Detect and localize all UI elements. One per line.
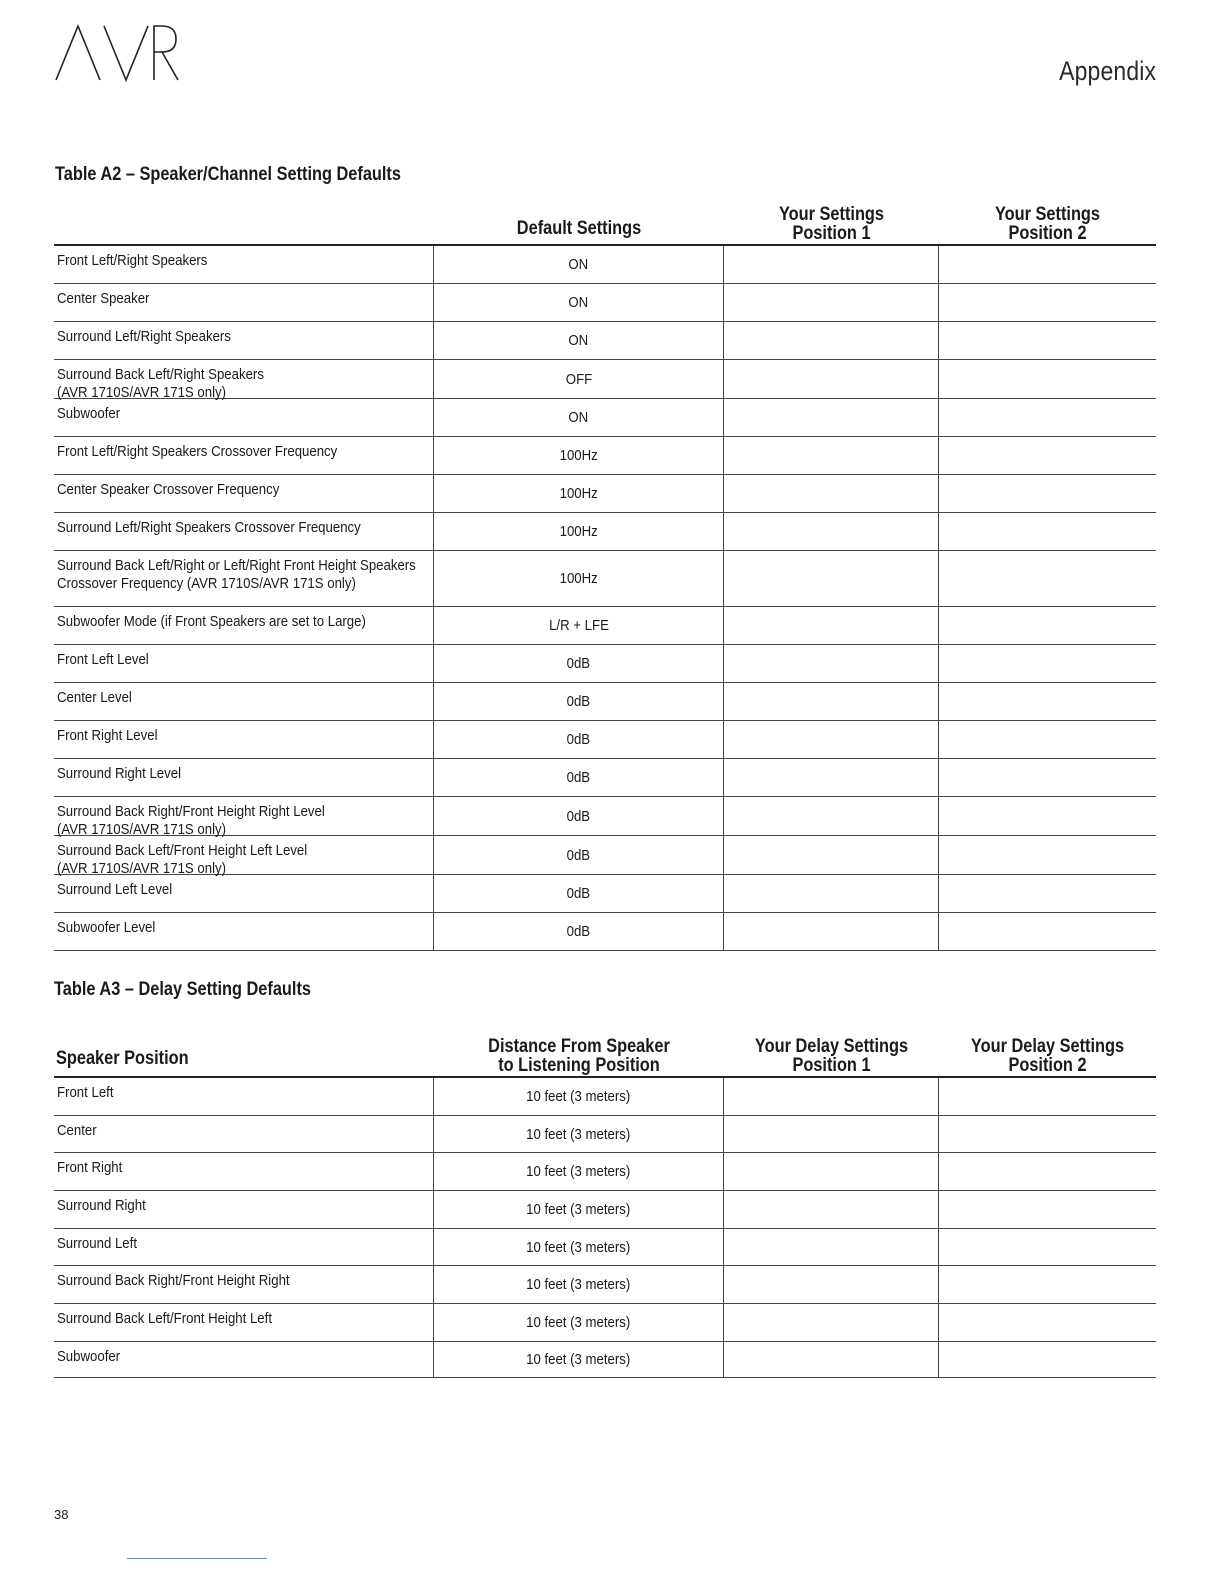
- position1-entry-cell[interactable]: [724, 1153, 939, 1190]
- row-label-cell: [54, 1342, 434, 1377]
- row-label-cell: [54, 1116, 434, 1152]
- row-label-cell: [54, 1191, 434, 1228]
- table-a3-body: [54, 1078, 1156, 1378]
- row-label: Surround Left/Right Speakers Crossover Frequency: [57, 519, 361, 536]
- section-title: Appendix: [1058, 56, 1156, 86]
- position2-entry-cell[interactable]: [939, 284, 1156, 321]
- row-default-cell: [434, 1078, 724, 1115]
- row-default-cell: [434, 1153, 724, 1190]
- row-label-cell: [54, 284, 434, 321]
- row-label-line2: (AVR 1710S/AVR 171S only): [57, 821, 227, 838]
- table-row: [54, 1116, 1156, 1153]
- row-label-cell: [54, 322, 434, 359]
- row-label-cell: [54, 683, 434, 720]
- position2-entry-cell[interactable]: [939, 437, 1156, 474]
- col-your-settings-pos1: Your Settings Position 1: [778, 204, 885, 244]
- row-label: Subwoofer: [57, 405, 121, 422]
- position2-entry-cell[interactable]: [939, 759, 1156, 796]
- row-label: Surround Right: [57, 1197, 146, 1214]
- table-row: [54, 875, 1156, 913]
- row-label-cell: [54, 246, 434, 283]
- row-label-cell: [54, 607, 434, 644]
- row-label-line2: (AVR 1710S/AVR 171S only): [57, 384, 227, 401]
- row-label-cell: [54, 551, 434, 606]
- row-default-value: 0dB: [566, 807, 591, 825]
- position1-entry-cell[interactable]: [724, 721, 939, 758]
- row-default-value: 0dB: [566, 885, 591, 902]
- table-row: [54, 683, 1156, 721]
- row-default-cell: [434, 683, 724, 720]
- row-default-cell: [434, 399, 724, 436]
- row-default-cell: [434, 607, 724, 644]
- table-row: [54, 1078, 1156, 1116]
- row-default-value: 0dB: [566, 846, 591, 864]
- position2-entry-cell[interactable]: [939, 607, 1156, 644]
- position1-entry-cell[interactable]: [724, 1191, 939, 1228]
- table-row: [54, 322, 1156, 360]
- row-default-value: L/R + LFE: [548, 617, 609, 634]
- row-label: Surround Back Left/Front Height Left: [57, 1310, 272, 1327]
- table-row: [54, 1342, 1156, 1378]
- row-default-cell: [434, 759, 724, 796]
- row-label-cell: [54, 759, 434, 796]
- position2-entry-cell[interactable]: [939, 913, 1156, 950]
- position2-entry-cell[interactable]: [939, 322, 1156, 359]
- row-label: Subwoofer Level: [57, 919, 156, 936]
- row-default-cell: [434, 1304, 724, 1341]
- table-a2-title: Table A2 – Speaker/Channel Setting Defaults: [55, 164, 401, 185]
- col-your-settings-pos2: Your Settings Position 2: [994, 204, 1101, 244]
- row-label: Front Left Level: [57, 651, 149, 668]
- row-default-cell: [434, 1191, 724, 1228]
- position2-entry-cell[interactable]: [939, 551, 1156, 606]
- table-row: [54, 1266, 1156, 1304]
- row-label-cell: [54, 513, 434, 550]
- row-label-cell: [54, 875, 434, 912]
- position1-entry-cell[interactable]: [724, 437, 939, 474]
- position1-entry-cell[interactable]: [724, 1304, 939, 1341]
- position2-entry-cell[interactable]: [939, 1191, 1156, 1228]
- row-label-line2: (AVR 1710S/AVR 171S only): [57, 860, 227, 877]
- row-default-value: OFF: [565, 370, 592, 388]
- avr-logo: [54, 22, 184, 86]
- row-default-cell: [434, 1342, 724, 1377]
- row-default-cell: [434, 1266, 724, 1303]
- row-label-cell: [54, 836, 434, 877]
- row-label: Center: [57, 1122, 97, 1139]
- position2-entry-cell[interactable]: [939, 1229, 1156, 1265]
- table-row: [54, 759, 1156, 797]
- position1-entry-cell[interactable]: [724, 1229, 939, 1265]
- row-default-value: 10 feet (3 meters): [526, 1351, 631, 1368]
- table-a2-header: [54, 200, 1156, 246]
- col-distance: Distance From Speaker to Listening Position: [488, 1036, 670, 1076]
- row-label-cell: [54, 437, 434, 474]
- position1-entry-cell[interactable]: [724, 1342, 939, 1377]
- row-default-cell: [434, 551, 724, 606]
- row-default-value: ON: [568, 294, 589, 311]
- position1-entry-cell[interactable]: [724, 1266, 939, 1303]
- table-row: [54, 721, 1156, 759]
- row-default-value: 0dB: [566, 769, 591, 786]
- row-label: Surround Right Level: [57, 765, 182, 782]
- position2-entry-cell[interactable]: [939, 475, 1156, 512]
- row-label-cell: [54, 1304, 434, 1341]
- position1-entry-cell[interactable]: [724, 797, 939, 835]
- table-row: [54, 246, 1156, 284]
- row-label-cell: [54, 913, 434, 950]
- row-label: Surround Back Right/Front Height Right Level: [57, 803, 325, 820]
- position2-entry-cell[interactable]: [939, 645, 1156, 682]
- table-a3-title: Table A3 – Delay Setting Defaults: [54, 979, 311, 1000]
- row-label: Front Right: [57, 1159, 123, 1176]
- table-row: [54, 475, 1156, 513]
- row-default-value: 0dB: [566, 693, 591, 710]
- table-row: [54, 551, 1156, 607]
- table-row: [54, 836, 1156, 875]
- row-default-value: 10 feet (3 meters): [526, 1314, 631, 1331]
- table-a3-header: [54, 1032, 1156, 1078]
- row-label-cell: [54, 1229, 434, 1265]
- row-label: Center Speaker: [57, 290, 150, 307]
- position2-entry-cell[interactable]: [939, 797, 1156, 835]
- row-label-line2: Crossover Frequency (AVR 1710S/AVR 171S only): [57, 575, 356, 592]
- row-default-value: 100Hz: [559, 485, 598, 502]
- row-default-value: 100Hz: [559, 523, 598, 540]
- row-label-cell: [54, 399, 434, 436]
- page-number: 38: [54, 1507, 69, 1522]
- row-default-value: 10 feet (3 meters): [526, 1125, 631, 1143]
- row-default-value: 0dB: [566, 731, 591, 748]
- position1-entry-cell[interactable]: [724, 836, 939, 874]
- table-row: [54, 1304, 1156, 1342]
- position1-entry-cell[interactable]: [724, 513, 939, 550]
- position1-entry-cell[interactable]: [724, 759, 939, 796]
- row-label: Surround Left/Right Speakers: [57, 328, 231, 345]
- row-default-cell: [434, 284, 724, 321]
- row-label: Center Speaker Crossover Frequency: [57, 481, 280, 498]
- position2-entry-cell[interactable]: [939, 875, 1156, 912]
- row-label: Front Right Level: [57, 727, 158, 744]
- row-default-value: ON: [568, 256, 589, 273]
- position2-entry-cell[interactable]: [939, 1153, 1156, 1190]
- table-a2-body: [54, 246, 1156, 951]
- row-default-cell: [434, 513, 724, 550]
- position2-entry-cell[interactable]: [939, 1342, 1156, 1377]
- position1-entry-cell[interactable]: [724, 913, 939, 950]
- row-default-value: 10 feet (3 meters): [526, 1238, 631, 1256]
- table-row: [54, 913, 1156, 951]
- row-label: Surround Left Level: [57, 881, 173, 898]
- table-row: [54, 1229, 1156, 1266]
- row-default-value: ON: [568, 332, 589, 349]
- row-label-cell: [54, 797, 434, 838]
- position2-entry-cell[interactable]: [939, 246, 1156, 283]
- position1-entry-cell[interactable]: [724, 645, 939, 682]
- table-row: [54, 360, 1156, 399]
- table-row: [54, 437, 1156, 475]
- row-default-cell: [434, 1229, 724, 1265]
- position1-entry-cell[interactable]: [724, 399, 939, 436]
- table-row: [54, 284, 1156, 322]
- position1-entry-cell[interactable]: [724, 1078, 939, 1115]
- position2-entry-cell[interactable]: [939, 721, 1156, 758]
- position2-entry-cell[interactable]: [939, 683, 1156, 720]
- table-row: [54, 513, 1156, 551]
- footer-rule: [127, 1558, 267, 1559]
- avr-logo-mark: [54, 22, 184, 86]
- row-label-cell: [54, 1078, 434, 1115]
- position2-entry-cell[interactable]: [939, 399, 1156, 436]
- row-label-cell: [54, 475, 434, 512]
- row-default-cell: [434, 1116, 724, 1152]
- position2-entry-cell[interactable]: [939, 1078, 1156, 1115]
- row-label: Surround Back Left/Right or Left/Right Front Height Speakers: [57, 557, 416, 574]
- col-speaker-position: Speaker Position: [56, 1048, 189, 1069]
- row-default-value: 0dB: [566, 923, 591, 940]
- row-label: Surround Back Left/Front Height Left Level: [57, 842, 308, 859]
- row-default-cell: [434, 721, 724, 758]
- table-a3: [54, 1032, 1156, 1378]
- row-default-cell: [434, 797, 724, 835]
- row-default-cell: [434, 875, 724, 912]
- row-default-cell: [434, 836, 724, 874]
- row-default-cell: [434, 913, 724, 950]
- position1-entry-cell[interactable]: [724, 322, 939, 359]
- position1-entry-cell[interactable]: [724, 551, 939, 606]
- row-label: Center Level: [57, 689, 132, 706]
- row-default-value: 100Hz: [559, 570, 598, 587]
- col-delay-pos2: Your Delay Settings Position 2: [970, 1036, 1125, 1076]
- row-default-value: 10 feet (3 meters): [526, 1276, 631, 1293]
- position1-entry-cell[interactable]: [724, 360, 939, 398]
- row-default-cell: [434, 475, 724, 512]
- row-default-value: 10 feet (3 meters): [526, 1088, 631, 1105]
- row-default-value: ON: [568, 409, 589, 426]
- table-row: [54, 645, 1156, 683]
- row-default-value: 100Hz: [559, 447, 598, 464]
- row-default-value: 10 feet (3 meters): [526, 1201, 631, 1218]
- row-label: Front Left/Right Speakers: [57, 252, 208, 269]
- row-default-cell: [434, 645, 724, 682]
- row-label: Front Left: [57, 1084, 114, 1101]
- position2-entry-cell[interactable]: [939, 513, 1156, 550]
- table-row: [54, 797, 1156, 836]
- row-label-cell: [54, 721, 434, 758]
- position1-entry-cell[interactable]: [724, 284, 939, 321]
- row-default-cell: [434, 246, 724, 283]
- row-label: Subwoofer Mode (if Front Speakers are set to Large): [57, 613, 366, 630]
- table-row: [54, 607, 1156, 645]
- position2-entry-cell[interactable]: [939, 360, 1156, 398]
- row-default-value: 0dB: [566, 655, 591, 672]
- position1-entry-cell[interactable]: [724, 683, 939, 720]
- position1-entry-cell[interactable]: [724, 246, 939, 283]
- row-label-cell: [54, 645, 434, 682]
- position2-entry-cell[interactable]: [939, 1116, 1156, 1152]
- row-label-cell: [54, 1266, 434, 1303]
- row-label-cell: [54, 360, 434, 401]
- position2-entry-cell[interactable]: [939, 1304, 1156, 1341]
- row-default-cell: [434, 360, 724, 398]
- col-default-settings: Default Settings: [516, 218, 642, 239]
- position1-entry-cell[interactable]: [724, 475, 939, 512]
- row-default-cell: [434, 437, 724, 474]
- position1-entry-cell[interactable]: [724, 875, 939, 912]
- position1-entry-cell[interactable]: [724, 1116, 939, 1152]
- table-row: [54, 1191, 1156, 1229]
- row-label: Surround Left: [57, 1235, 137, 1252]
- row-default-value: 10 feet (3 meters): [526, 1163, 631, 1180]
- row-label: Surround Back Left/Right Speakers: [57, 366, 264, 383]
- position2-entry-cell[interactable]: [939, 836, 1156, 874]
- row-label: Surround Back Right/Front Height Right: [57, 1272, 290, 1289]
- row-label: Front Left/Right Speakers Crossover Frequency: [57, 443, 338, 460]
- col-delay-pos1: Your Delay Settings Position 1: [754, 1036, 909, 1076]
- row-label-cell: [54, 1153, 434, 1190]
- table-a2: [54, 200, 1156, 951]
- row-label: Subwoofer: [57, 1348, 121, 1365]
- position2-entry-cell[interactable]: [939, 1266, 1156, 1303]
- table-row: [54, 1153, 1156, 1191]
- row-default-cell: [434, 322, 724, 359]
- table-row: [54, 399, 1156, 437]
- position1-entry-cell[interactable]: [724, 607, 939, 644]
